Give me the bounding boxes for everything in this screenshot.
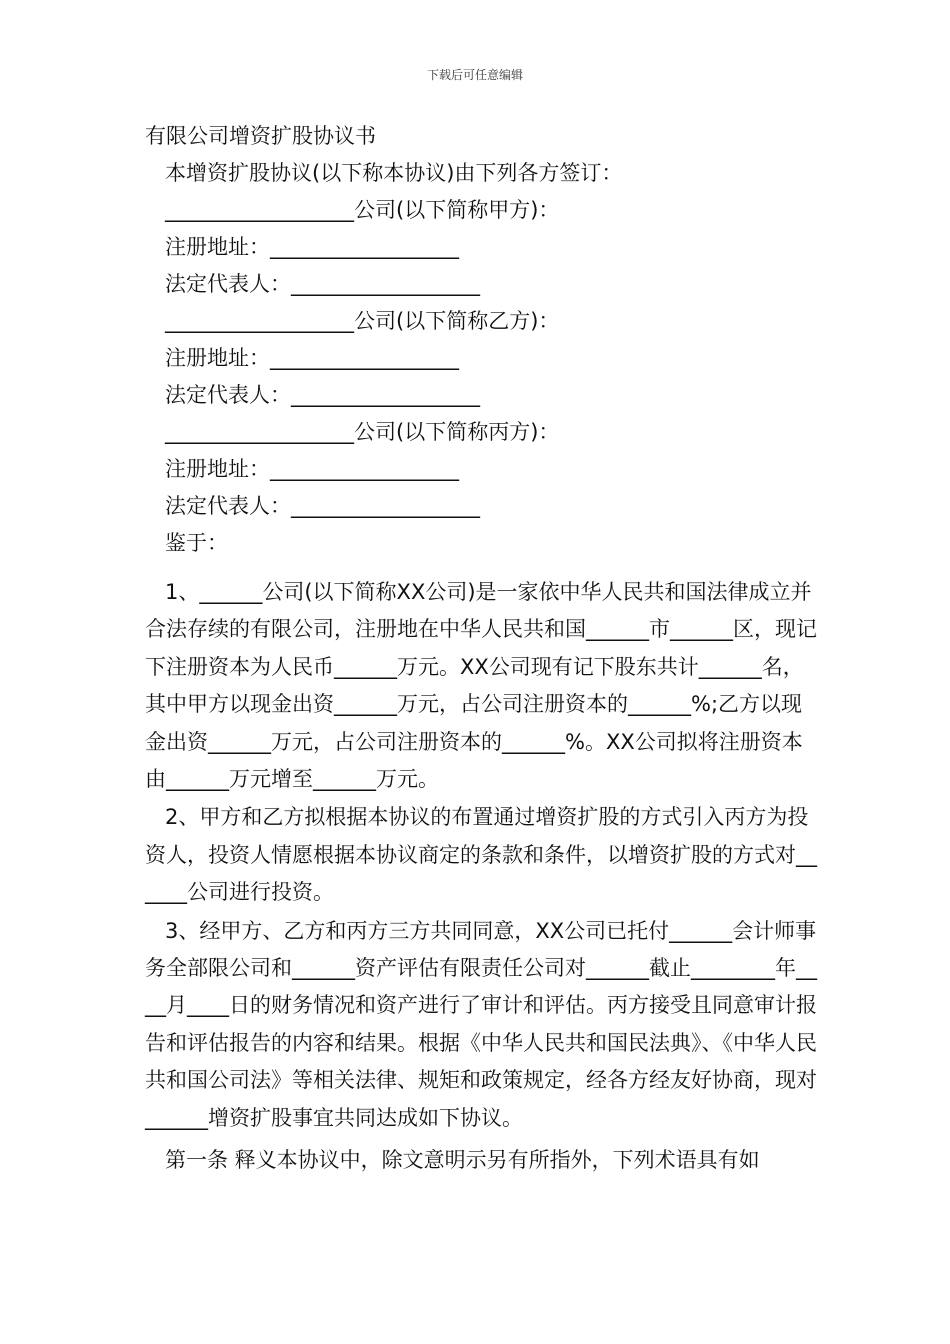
paragraph-1: 1、______公司(以下简称XX公司)是一家依中华人民共和国法律成立并合法存续的有限公司，注册地在中华人民共和国______市______区，现记下注册资本为人民币______万元。XX公司现有记下股东共计______名，其中甲方以现金出资______万元，占公司注册资本的______%;乙方以现金出资______万元，占公司注册资本的______%。XX公司拟将注册资本由______万元增至______万元。 — [145, 580, 817, 792]
article-1: 第一条 释义本协议中，除文意明示另有所指外，下列术语具有如 — [165, 1148, 760, 1173]
whereas-heading: 鉴于： — [165, 531, 228, 555]
party-c-company: __________________公司(以下简称丙方)： — [165, 420, 560, 444]
page-header: 下载后可任意编辑 — [426, 68, 523, 82]
party-c-rep: 法定代表人：__________________ — [165, 494, 480, 518]
document-body — [145, 118, 817, 1180]
paragraph-3: 3、经甲方、乙方和丙方三方共同同意，XX公司已托付______会计师事务全部限公司和______资产评估有限责任公司对______截止________年____月____日的财务情况和资产进行了审计和评估。丙方接受且同意审计报告和评估报告的内容和结果。根据《中华人民共和国民法典》、《中华人民共和国公司法》等相关法律、规矩和政策规定，经各方经友好协商，现对______增资扩股事宜共同达成如下协议。 — [145, 918, 817, 1130]
party-a-company: __________________公司(以下简称甲方)： — [165, 198, 560, 222]
party-a-rep: 法定代表人：__________________ — [165, 272, 480, 296]
party-c-address: 注册地址：__________________ — [165, 457, 459, 481]
paragraph-2: 2、甲方和乙方拟根据本协议的布置通过增资扩股的方式引入丙方为投资人，投资人情愿根据本协议商定的条款和条件，以增资扩股的方式对______公司进行投资。 — [145, 805, 817, 905]
party-b-address: 注册地址：__________________ — [165, 346, 459, 370]
party-b-rep: 法定代表人：__________________ — [165, 383, 480, 407]
party-b-company: __________________公司(以下简称乙方)： — [165, 309, 560, 333]
intro-line: 本增资扩股协议(以下称本协议)由下列各方签订： — [165, 161, 623, 185]
document-title: 有限公司增资扩股协议书 — [145, 124, 376, 148]
party-a-address: 注册地址：__________________ — [165, 235, 459, 259]
